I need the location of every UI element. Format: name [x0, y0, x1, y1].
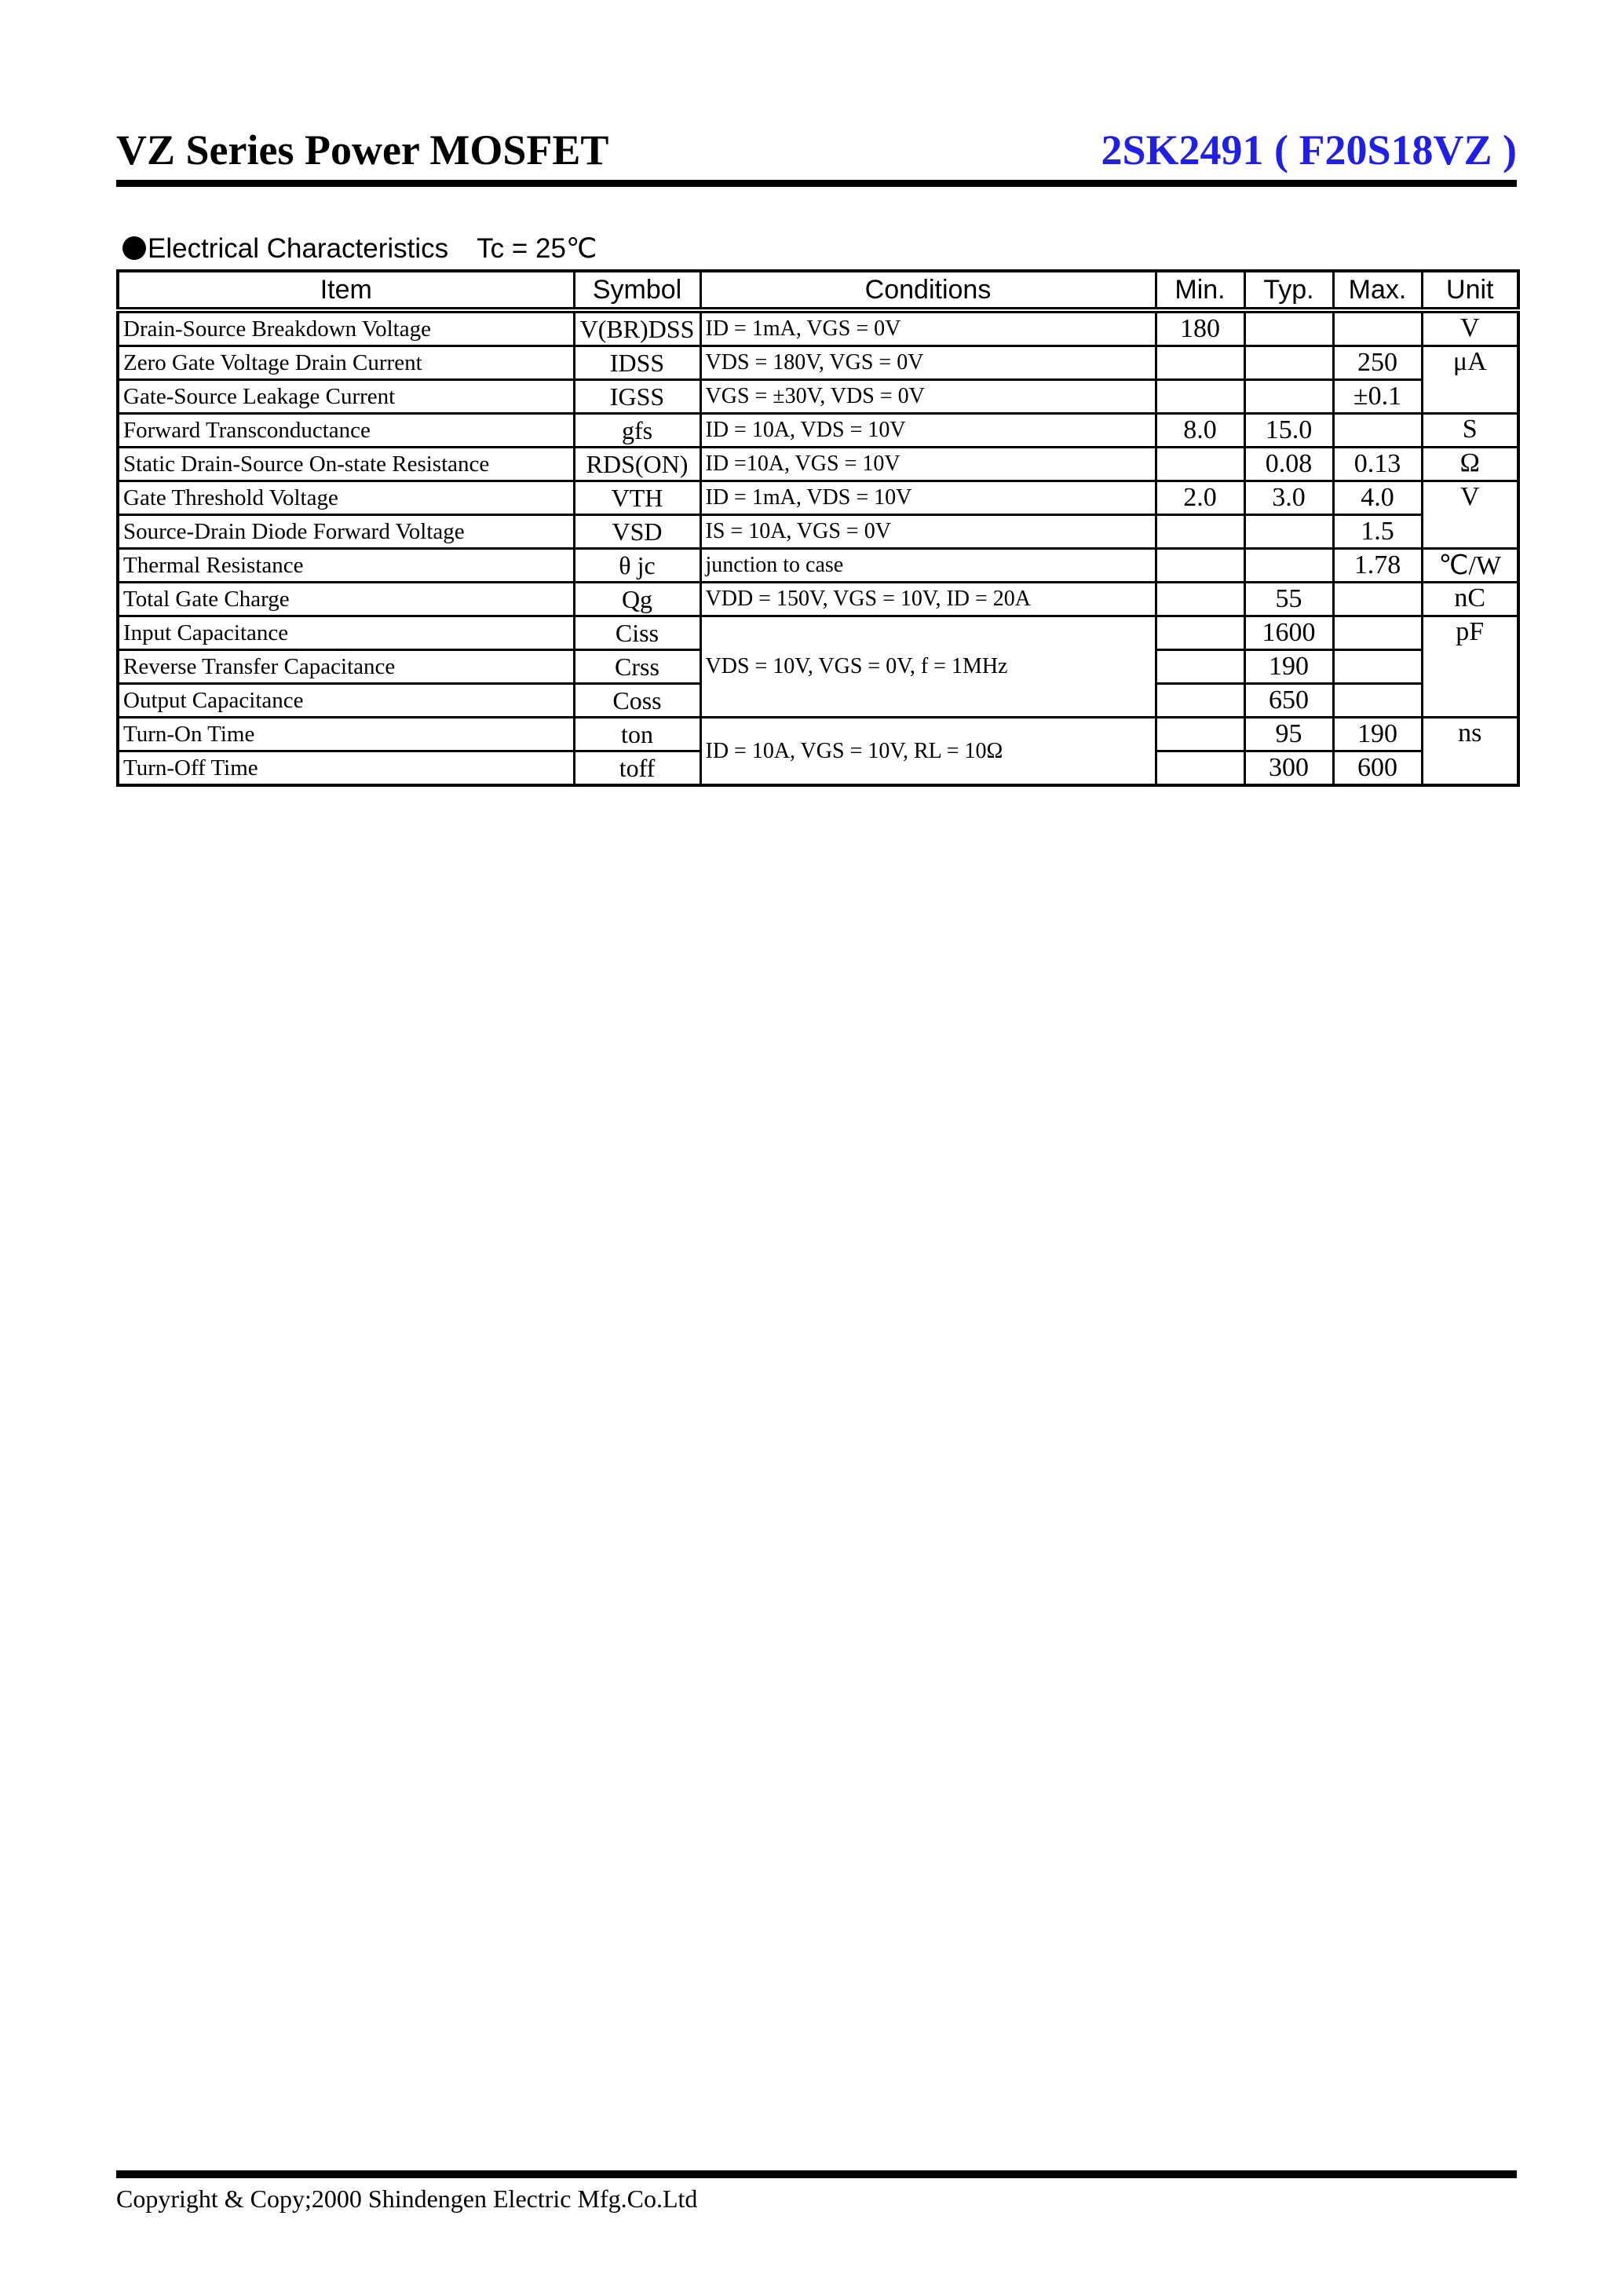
typ-cell: 0.08 — [1244, 448, 1333, 481]
column-header-conditions: Conditions — [700, 271, 1156, 310]
typ-cell: 650 — [1244, 684, 1333, 718]
table-row — [118, 346, 1518, 380]
typ-cell: 300 — [1244, 751, 1333, 786]
conditions-cell: VDS = 10V, VGS = 0V, f = 1MHz — [700, 616, 1156, 718]
max-cell — [1333, 650, 1422, 684]
symbol-cell: gfs — [574, 414, 700, 448]
symbol-cell: VTH — [574, 481, 700, 515]
conditions-cell: VDD = 150V, VGS = 10V, ID = 20A — [700, 583, 1156, 616]
table-row — [118, 549, 1518, 583]
max-cell: 250 — [1333, 346, 1422, 380]
unit-cell: V — [1422, 310, 1518, 346]
symbol-cell: IDSS — [574, 346, 700, 380]
item-cell: Zero Gate Voltage Drain Current — [118, 346, 574, 380]
min-cell — [1156, 448, 1244, 481]
conditions-cell: ID =10A, VGS = 10V — [700, 448, 1156, 481]
typ-cell: 15.0 — [1244, 414, 1333, 448]
typ-cell — [1244, 515, 1333, 549]
min-cell — [1156, 650, 1244, 684]
item-cell: Thermal Resistance — [118, 549, 574, 583]
conditions-cell: junction to case — [700, 549, 1156, 583]
column-header-item: Item — [118, 271, 574, 310]
min-cell: 180 — [1156, 310, 1244, 346]
symbol-cell: RDS(ON) — [574, 448, 700, 481]
item-cell: Gate-Source Leakage Current — [118, 380, 574, 414]
section-condition: Tc = 25℃ — [477, 233, 597, 264]
min-cell: 8.0 — [1156, 414, 1244, 448]
item-cell: Reverse Transfer Capacitance — [118, 650, 574, 684]
min-cell — [1156, 718, 1244, 751]
min-cell — [1156, 380, 1244, 414]
table-row — [118, 718, 1518, 751]
typ-cell: 55 — [1244, 583, 1333, 616]
section-title: Electrical Characteristics — [148, 233, 449, 264]
item-cell: Forward Transconductance — [118, 414, 574, 448]
max-cell: 0.13 — [1333, 448, 1422, 481]
part-number: 2SK2491 ( F20S18VZ ) — [1101, 126, 1517, 174]
table-row — [118, 515, 1518, 549]
bullet-icon — [122, 236, 146, 260]
symbol-cell: Ciss — [574, 616, 700, 650]
min-cell — [1156, 515, 1244, 549]
typ-cell — [1244, 549, 1333, 583]
unit-cell: μA — [1422, 346, 1518, 414]
section-heading — [122, 233, 597, 265]
conditions-cell: IS = 10A, VGS = 0V — [700, 515, 1156, 549]
unit-cell: nC — [1422, 583, 1518, 616]
symbol-cell: VSD — [574, 515, 700, 549]
column-header-max: Max. — [1333, 271, 1422, 310]
item-cell: Turn-Off Time — [118, 751, 574, 786]
table-row — [118, 448, 1518, 481]
symbol-cell: Qg — [574, 583, 700, 616]
table-row — [118, 380, 1518, 414]
max-cell: 600 — [1333, 751, 1422, 786]
item-cell: Drain-Source Breakdown Voltage — [118, 310, 574, 346]
column-header-typ: Typ. — [1244, 271, 1333, 310]
min-cell: 2.0 — [1156, 481, 1244, 515]
item-cell: Output Capacitance — [118, 684, 574, 718]
max-cell: 4.0 — [1333, 481, 1422, 515]
conditions-cell: VDS = 180V, VGS = 0V — [700, 346, 1156, 380]
min-cell — [1156, 346, 1244, 380]
symbol-cell: IGSS — [574, 380, 700, 414]
min-cell — [1156, 684, 1244, 718]
symbol-cell: Coss — [574, 684, 700, 718]
max-cell — [1333, 616, 1422, 650]
symbol-cell: θ jc — [574, 549, 700, 583]
table-row — [118, 414, 1518, 448]
conditions-cell: ID = 10A, VDS = 10V — [700, 414, 1156, 448]
column-header-unit: Unit — [1422, 271, 1518, 310]
unit-cell: V — [1422, 481, 1518, 549]
column-header-symbol: Symbol — [574, 271, 700, 310]
typ-cell — [1244, 310, 1333, 346]
max-cell — [1333, 684, 1422, 718]
min-cell — [1156, 616, 1244, 650]
unit-cell: pF — [1422, 616, 1518, 718]
symbol-cell: ton — [574, 718, 700, 751]
conditions-cell: VGS = ±30V, VDS = 0V — [700, 380, 1156, 414]
max-cell: ±0.1 — [1333, 380, 1422, 414]
electrical-characteristics-table — [116, 269, 1520, 787]
item-cell: Static Drain-Source On-state Resistance — [118, 448, 574, 481]
unit-cell: S — [1422, 414, 1518, 448]
unit-cell: Ω — [1422, 448, 1518, 481]
min-cell — [1156, 751, 1244, 786]
copyright-text: Copyright & Copy;2000 Shindengen Electric Mfg.Co.Ltd — [116, 2184, 698, 2213]
header-rule — [116, 180, 1517, 187]
conditions-cell: ID = 10A, VGS = 10V, RL = 10Ω — [700, 718, 1156, 786]
max-cell: 1.5 — [1333, 515, 1422, 549]
symbol-cell: Crss — [574, 650, 700, 684]
table-row — [118, 310, 1518, 346]
conditions-cell: ID = 1mA, VGS = 0V — [700, 310, 1156, 346]
table-header-row — [118, 271, 1518, 310]
footer-rule — [116, 2170, 1517, 2178]
item-cell: Total Gate Charge — [118, 583, 574, 616]
max-cell: 1.78 — [1333, 549, 1422, 583]
max-cell — [1333, 583, 1422, 616]
item-cell: Turn-On Time — [118, 718, 574, 751]
document-title: VZ Series Power MOSFET — [116, 126, 609, 174]
item-cell: Gate Threshold Voltage — [118, 481, 574, 515]
max-cell — [1333, 414, 1422, 448]
unit-cell: ℃/W — [1422, 549, 1518, 583]
symbol-cell: V(BR)DSS — [574, 310, 700, 346]
item-cell: Source-Drain Diode Forward Voltage — [118, 515, 574, 549]
typ-cell — [1244, 346, 1333, 380]
table-row — [118, 616, 1518, 650]
typ-cell — [1244, 380, 1333, 414]
max-cell — [1333, 310, 1422, 346]
table-row — [118, 583, 1518, 616]
typ-cell: 190 — [1244, 650, 1333, 684]
typ-cell: 3.0 — [1244, 481, 1333, 515]
min-cell — [1156, 583, 1244, 616]
typ-cell: 1600 — [1244, 616, 1333, 650]
item-cell: Input Capacitance — [118, 616, 574, 650]
typ-cell: 95 — [1244, 718, 1333, 751]
symbol-cell: toff — [574, 751, 700, 786]
conditions-cell: ID = 1mA, VDS = 10V — [700, 481, 1156, 515]
unit-cell: ns — [1422, 718, 1518, 786]
column-header-min: Min. — [1156, 271, 1244, 310]
table-row — [118, 481, 1518, 515]
min-cell — [1156, 549, 1244, 583]
max-cell: 190 — [1333, 718, 1422, 751]
